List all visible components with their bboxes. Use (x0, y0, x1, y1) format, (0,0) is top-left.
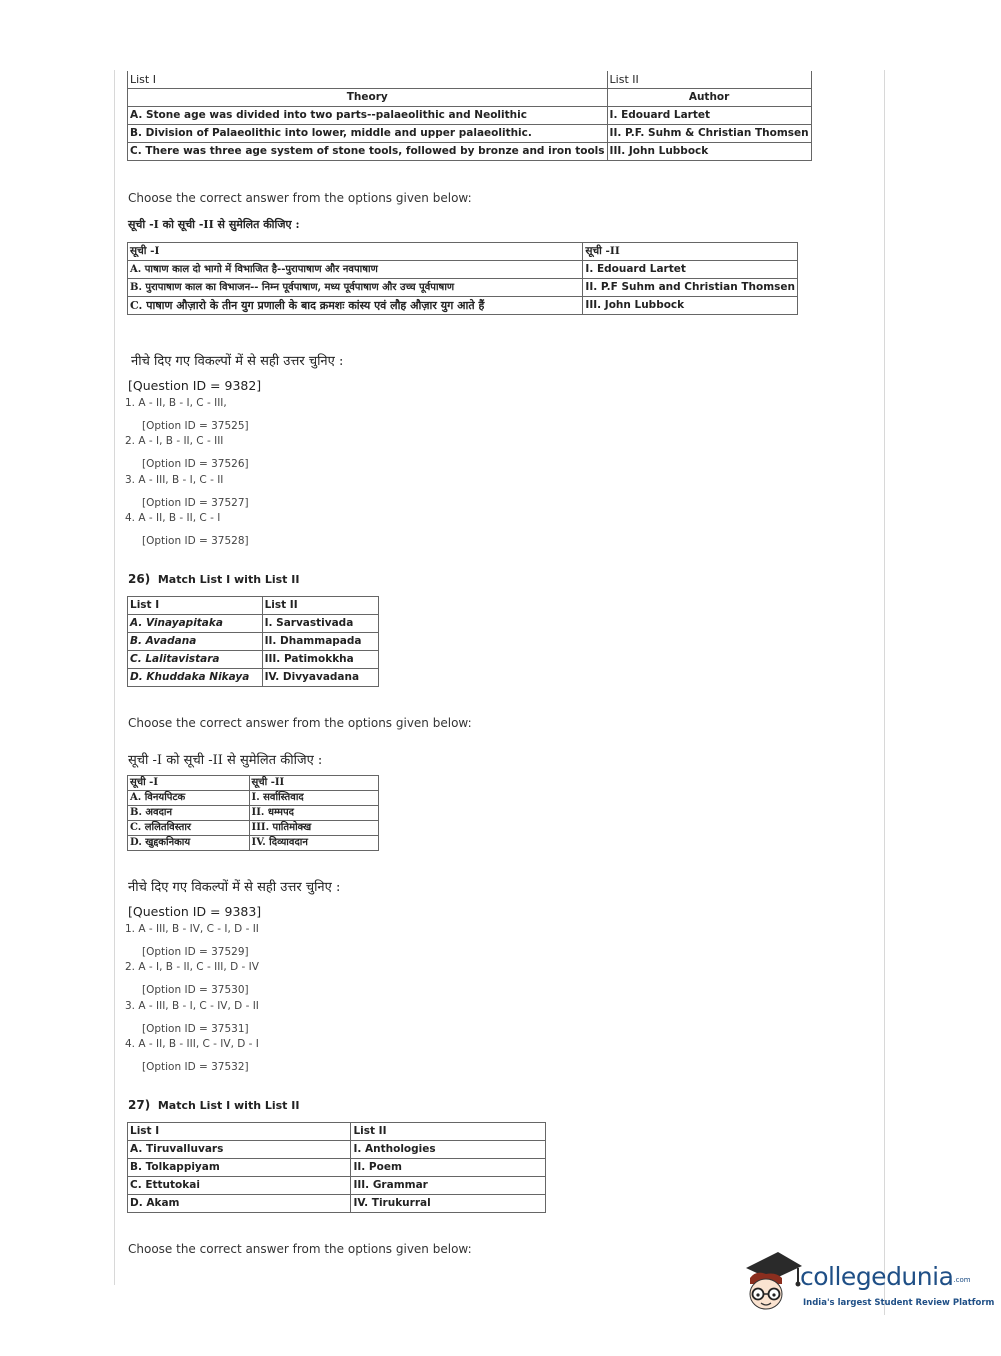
table-row (128, 1195, 546, 1213)
brand-name: collegedunia (800, 1262, 954, 1291)
option-id: [Option ID = 37529] (142, 946, 249, 958)
question-title: Match List I with List II (157, 573, 300, 586)
option-id: [Option ID = 37532] (142, 1061, 249, 1073)
table-row (128, 1177, 546, 1195)
table-cell: D. Khuddaka Nikaya (128, 669, 263, 687)
table-header: List I (128, 597, 263, 615)
option-id: [Option ID = 37530] (142, 984, 249, 996)
table-cell: D. खुद्दकनिकाय (128, 836, 250, 851)
table-cell: B. अवदान (128, 806, 250, 821)
table-row (128, 261, 798, 279)
table-row (128, 1141, 546, 1159)
brand-suffix: .com (953, 1276, 971, 1284)
table-row (128, 836, 379, 851)
table-header: सूची -I (128, 776, 250, 791)
hindi-choose-instruction: नीचे दिए गए विकल्पों में से सही उत्तर चुनिए : (131, 354, 344, 369)
table-row (128, 633, 379, 651)
question-title: Match List I with List II (157, 1099, 300, 1112)
q26-table-hindi (127, 775, 379, 851)
answer-option[interactable]: 1. A - II, B - I, C - III, (125, 397, 227, 409)
table-row (128, 615, 379, 633)
table-row (128, 125, 812, 143)
table-row (128, 107, 812, 125)
table-row (128, 1159, 546, 1177)
table-cell: B. Avadana (128, 633, 263, 651)
table-row (128, 279, 798, 297)
hindi-choose-instruction: नीचे दिए गए विकल्पों में से सही उत्तर चुनिए : (128, 880, 341, 895)
table-cell: B. पुरापाषाण काल का विभाजन-- निम्न पूर्वपाषाण, मध्य पूर्वपाषाण और उच्च पूर्वपाषाण (128, 279, 583, 297)
table-cell: IV. Divyavadana (262, 669, 378, 687)
answer-option[interactable]: 3. A - III, B - I, C - II (125, 474, 224, 486)
page-right-border (884, 70, 885, 1315)
table-cell: I. सर्वास्तिवाद (249, 791, 378, 806)
hindi-instruction: सूची -I को सूची -II से सुमेलित कीजिए : (128, 218, 300, 231)
q26-table-english (127, 596, 379, 687)
option-id: [Option ID = 37531] (142, 1023, 249, 1035)
table-header: List II (607, 71, 811, 89)
choose-instruction: Choose the correct answer from the options given below: (128, 191, 472, 205)
table-header: List II (262, 597, 378, 615)
answer-option[interactable]: 1. A - III, B - IV, C - I, D - II (125, 923, 259, 935)
table-cell: D. Akam (128, 1195, 351, 1213)
table-cell: I. Sarvastivada (262, 615, 378, 633)
answer-option[interactable]: 3. A - III, B - I, C - IV, D - II (125, 1000, 259, 1012)
table-cell: III. पातिमोक्ख (249, 821, 378, 836)
table-cell: C. ललितविस्तार (128, 821, 250, 836)
table-row (128, 791, 379, 806)
q25-table-english (127, 71, 812, 161)
table-subheader: Author (607, 89, 811, 107)
table-header: सूची -I (128, 243, 583, 261)
table-cell: A. Stone age was divided into two parts--palaeolithic and Neolithic (128, 107, 608, 125)
table-row (128, 669, 379, 687)
table-header: List I (128, 71, 608, 89)
option-id: [Option ID = 37528] (142, 535, 249, 547)
table-cell: III. John Lubbock (583, 297, 798, 315)
table-cell: B. Division of Palaeolithic into lower, middle and upper palaeolithic. (128, 125, 608, 143)
table-row (128, 806, 379, 821)
table-cell: I. Anthologies (351, 1141, 546, 1159)
question-number: 27) (128, 1098, 151, 1112)
table-header: सूची -II (249, 776, 378, 791)
question-number: 26) (128, 572, 151, 586)
page-left-border (114, 70, 115, 1285)
q27-table-english (127, 1122, 546, 1213)
answer-option[interactable]: 4. A - II, B - II, C - I (125, 512, 221, 524)
collegedunia-logo (742, 1250, 995, 1320)
answer-option[interactable]: 2. A - I, B - II, C - III (125, 435, 224, 447)
table-cell: I. Edouard Lartet (583, 261, 798, 279)
table-cell: C. Lalitavistara (128, 651, 263, 669)
table-header: सूची -II (583, 243, 798, 261)
brand-tagline: India's largest Student Review Platform (803, 1298, 995, 1308)
table-cell: I. Edouard Lartet (607, 107, 811, 125)
table-cell: A. विनयपिटक (128, 791, 250, 806)
table-cell: C. Ettutokai (128, 1177, 351, 1195)
table-cell: III. Grammar (351, 1177, 546, 1195)
q25-table-hindi (127, 242, 798, 315)
option-id: [Option ID = 37525] (142, 420, 249, 432)
table-cell: A. Tiruvalluvars (128, 1141, 351, 1159)
option-id: [Option ID = 37527] (142, 497, 249, 509)
question-heading (128, 1098, 299, 1112)
hindi-instruction: सूची -I को सूची -II से सुमेलित कीजिए : (128, 753, 323, 768)
question-id: [Question ID = 9383] (128, 904, 262, 919)
table-cell: III. Patimokkha (262, 651, 378, 669)
student-mascot-icon (742, 1250, 804, 1316)
table-cell: II. Poem (351, 1159, 546, 1177)
table-cell: IV. दिव्यावदान (249, 836, 378, 851)
answer-option[interactable]: 4. A - II, B - III, C - IV, D - I (125, 1038, 259, 1050)
table-cell: B. Tolkappiyam (128, 1159, 351, 1177)
question-heading (128, 572, 299, 586)
table-cell: C. There was three age system of stone tools, followed by bronze and iron tools (128, 143, 608, 161)
table-header: List II (351, 1123, 546, 1141)
table-cell: A. Vinayapitaka (128, 615, 263, 633)
table-cell: IV. Tirukurral (351, 1195, 546, 1213)
table-row (128, 651, 379, 669)
table-row (128, 143, 812, 161)
table-cell: III. John Lubbock (607, 143, 811, 161)
question-id: [Question ID = 9382] (128, 378, 262, 393)
table-cell: A. पाषाण काल दो भागो में विभाजित है--पुरापाषाण और नवपाषाण (128, 261, 583, 279)
table-row (128, 821, 379, 836)
option-id: [Option ID = 37526] (142, 458, 249, 470)
table-header: List I (128, 1123, 351, 1141)
table-cell: II. Dhammapada (262, 633, 378, 651)
choose-instruction: Choose the correct answer from the options given below: (128, 1242, 472, 1256)
answer-option[interactable]: 2. A - I, B - II, C - III, D - IV (125, 961, 259, 973)
table-cell: II. P.F Suhm and Christian Thomsen (583, 279, 798, 297)
table-cell: II. P.F. Suhm & Christian Thomsen (607, 125, 811, 143)
table-cell: C. पाषाण औज़ारो के तीन युग प्रणाली के बाद क्रमशः कांस्य एवं लौह औज़ार युग आते हैं (128, 297, 583, 315)
table-row (128, 297, 798, 315)
choose-instruction: Choose the correct answer from the options given below: (128, 716, 472, 730)
table-cell: II. धम्मपद (249, 806, 378, 821)
table-subheader: Theory (128, 89, 608, 107)
